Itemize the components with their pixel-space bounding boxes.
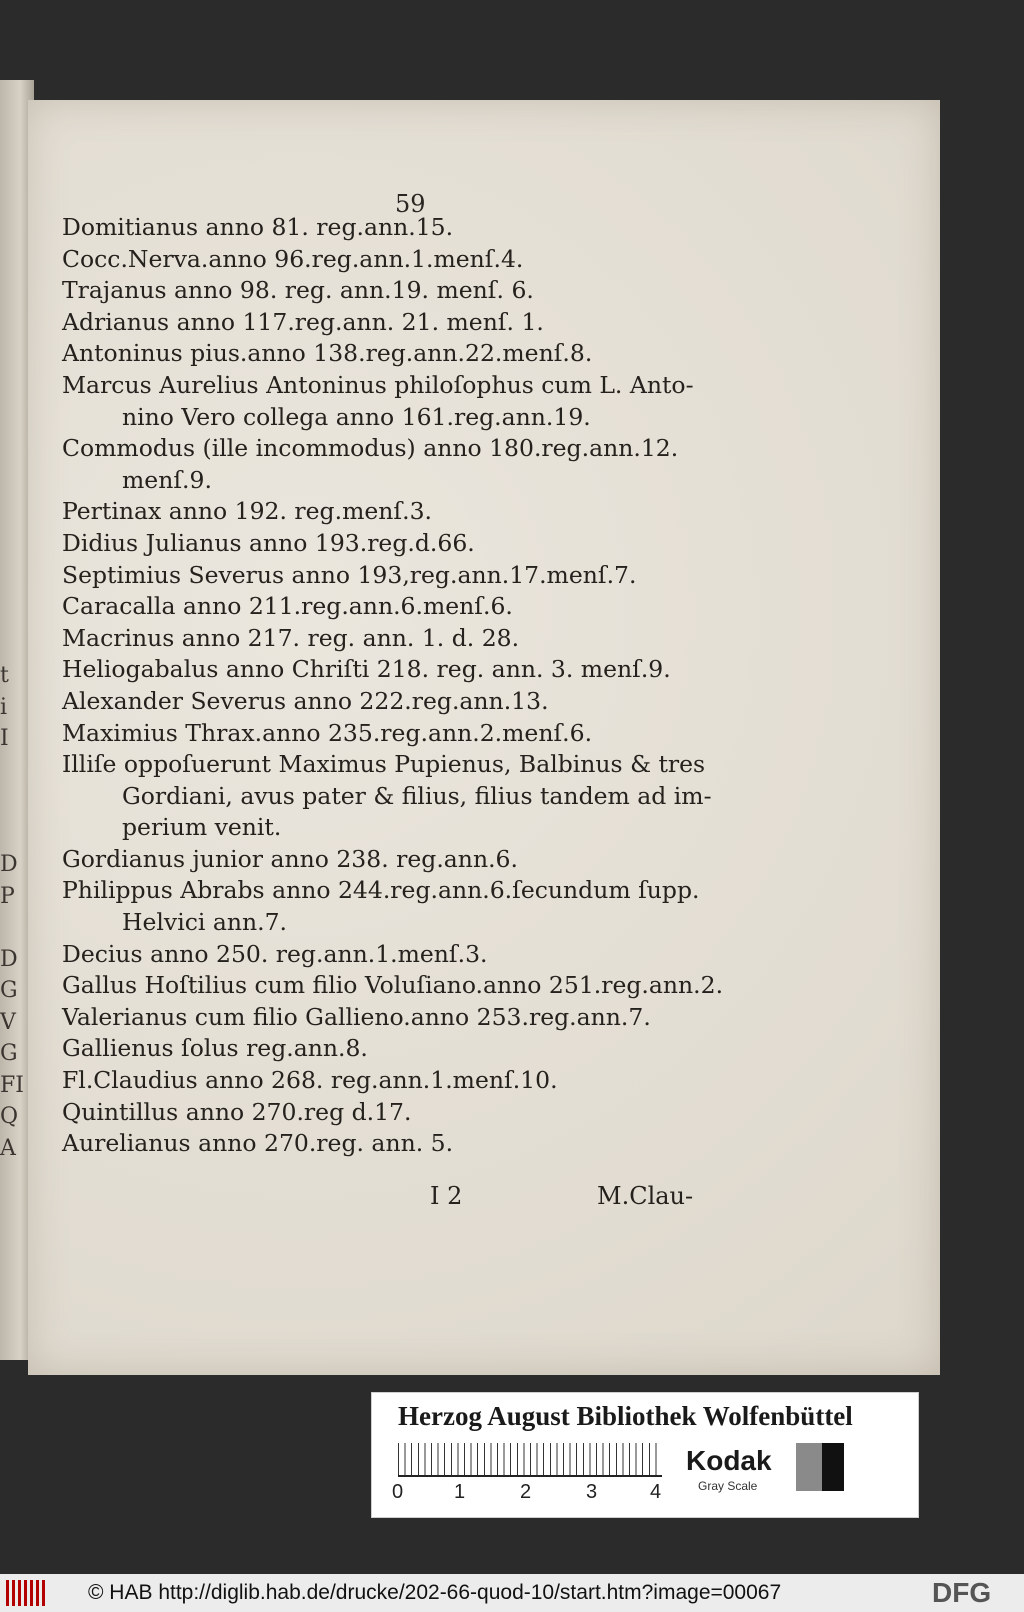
margin-letter: i xyxy=(0,694,8,720)
entry-text: Pertinax anno 192. reg.menſ.3. xyxy=(62,497,432,526)
entry-text: Valerianus cum filio Gallieno.anno 253.reg.ann.7. xyxy=(62,1002,651,1031)
entry-text: Maximius Thrax.anno 235.reg.ann.2.menſ.6. xyxy=(62,718,593,747)
entry-text: Trajanus anno 98. reg. ann.19. menſ. 6. xyxy=(62,276,534,305)
entry-text: Gallienus ſolus reg.ann.8. xyxy=(62,1034,368,1063)
list-entry xyxy=(62,1065,722,1097)
list-entry xyxy=(62,496,722,528)
gray-scale-label: Gray Scale xyxy=(698,1479,758,1493)
list-entry xyxy=(62,244,722,276)
list-entry xyxy=(62,1097,722,1129)
library-color-card xyxy=(371,1392,919,1518)
list-entry xyxy=(62,1033,722,1065)
entry-text: Septimius Severus anno 193,reg.ann.17.menſ.7. xyxy=(62,560,637,589)
list-entry xyxy=(62,275,722,307)
entry-text: Heliogabalus anno Chriſti 218. reg. ann. 3. menſ.9. xyxy=(62,655,671,684)
ruler-scale xyxy=(398,1443,662,1477)
entry-text: Philippus Abrabs anno 244.reg.ann.6.ſecundum ſupp. xyxy=(62,876,700,905)
list-entry xyxy=(62,749,722,844)
list-entry xyxy=(62,718,722,750)
kodak-brand: Kodak xyxy=(686,1445,772,1476)
list-entry xyxy=(62,528,722,560)
entry-text: Decius anno 250. reg.ann.1.menſ.3. xyxy=(62,939,488,968)
margin-letter: t xyxy=(0,663,9,688)
list-entry xyxy=(62,1128,722,1160)
entry-text: Didius Julianus anno 193.reg.d.66. xyxy=(62,528,475,557)
margin-letter xyxy=(0,755,30,787)
entry-text: Aurelianus anno 270.reg. ann. 5. xyxy=(62,1129,454,1158)
list-entry xyxy=(62,654,722,686)
entry-text: Fl.Claudius anno 268. reg.ann.1.menſ.10. xyxy=(62,1066,558,1095)
list-entry xyxy=(62,623,722,655)
list-entry xyxy=(62,939,722,971)
ruler-number: 1 xyxy=(454,1481,466,1503)
margin-letter xyxy=(0,818,30,850)
margin-letter: I xyxy=(0,726,9,751)
list-entry xyxy=(62,433,722,496)
list-entry xyxy=(62,970,722,1002)
entry-text: Gallus Hoſtilius cum filio Voluſiano.anno 251.reg.ann.2. xyxy=(62,971,724,1000)
margin-letter: G xyxy=(0,978,18,1003)
list-entry xyxy=(62,307,722,339)
page-number: 59 xyxy=(395,190,426,218)
list-entry xyxy=(62,370,722,433)
list-entry xyxy=(62,686,722,718)
dfg-logo: DFG xyxy=(932,1577,992,1608)
signature-mark: I 2 xyxy=(430,1182,463,1210)
margin-letter: Q xyxy=(0,1104,19,1129)
entry-text: Domitianus anno 81. reg.ann.15. xyxy=(62,213,454,241)
list-entry xyxy=(62,338,722,370)
entry-continuation: perium venit. xyxy=(122,813,282,842)
source-url[interactable]: © HAB http://diglib.hab.de/drucke/202-66-quod-10/start.htm?image=00067 xyxy=(88,1581,782,1604)
entry-text: Macrinus anno 217. reg. ann. 1. d. 28. xyxy=(62,623,520,652)
list-entry xyxy=(62,212,722,244)
ruler-number: 4 xyxy=(650,1481,662,1503)
ruler-number: 3 xyxy=(586,1481,598,1503)
margin-letter xyxy=(0,912,30,944)
entry-text: Illiſe oppoſuerunt Maximus Pupienus, Balbinus & tres xyxy=(62,750,706,779)
list-entry xyxy=(62,591,722,623)
margin-letter: D xyxy=(0,852,18,877)
entry-text: Antoninus pius.anno 138.reg.ann.22.menſ.8. xyxy=(62,339,593,368)
margin-letter xyxy=(0,786,30,818)
entry-text: Commodus (ille incommodus) anno 180.reg.ann.12. xyxy=(62,434,679,463)
entry-text: Adrianus anno 117.reg.ann. 21. menſ. 1. xyxy=(62,307,544,336)
catchword: M.Clau- xyxy=(597,1182,694,1210)
margin-letter: FI xyxy=(0,1072,24,1098)
margin-letter: D xyxy=(0,946,18,972)
entry-continuation: Helvici ann.7. xyxy=(122,908,288,937)
list-entry xyxy=(62,875,722,938)
list-entry xyxy=(62,560,722,592)
gray-swatch xyxy=(796,1443,822,1491)
entry-continuation: menſ.9. xyxy=(122,465,212,494)
entry-text: Cocc.Nerva.anno 96.reg.ann.1.menſ.4. xyxy=(62,244,524,273)
entry-text: Alexander Severus anno 222.reg.ann.13. xyxy=(62,686,549,715)
margin-letter: P xyxy=(0,883,15,909)
viewer-footer-bar xyxy=(0,1574,1024,1612)
margin-letter: G xyxy=(0,1041,18,1066)
entry-text: Quintillus anno 270.reg d.17. xyxy=(62,1097,412,1126)
list-entry xyxy=(62,1002,722,1034)
entry-text: Marcus Aurelius Antoninus philoſophus cum L. Anto- xyxy=(62,370,694,399)
entry-continuation: Gordiani, avus pater & filius, filius tandem ad im- xyxy=(122,781,712,810)
entry-continuation: nino Vero collega anno 161.reg.ann.19. xyxy=(122,402,591,431)
margin-letter: V xyxy=(0,1009,16,1035)
emperor-list xyxy=(62,212,722,1160)
library-name: Herzog August Bibliothek Wolfenbüttel xyxy=(398,1401,853,1431)
entry-text: Caracalla anno 211.reg.ann.6.menſ.6. xyxy=(62,592,513,621)
ruler-number: 0 xyxy=(392,1481,404,1503)
hab-logo-icon xyxy=(6,1580,48,1606)
ruler-number: 2 xyxy=(520,1481,532,1503)
entry-text: Gordianus junior anno 238. reg.ann.6. xyxy=(62,844,518,873)
margin-letter: A xyxy=(0,1135,16,1161)
black-swatch xyxy=(822,1443,844,1491)
adjacent-page-letters xyxy=(0,660,30,1164)
list-entry xyxy=(62,844,722,876)
